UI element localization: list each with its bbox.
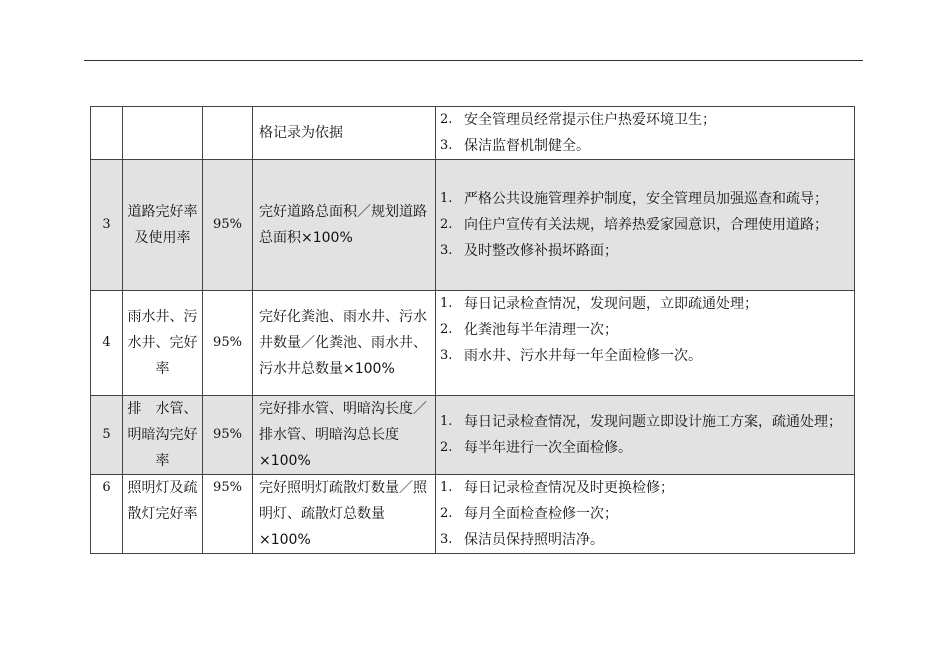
measure-item: 1. 每日记录检查情况及时更换检修； (440, 480, 674, 496)
item-name: 雨水井、污水井、完好率 (123, 291, 203, 396)
measures (436, 107, 855, 160)
measure-item: 1. 每日记录检查情况，发现问题，立即疏通处理； (440, 296, 758, 312)
target-rate: 95% (203, 396, 253, 475)
table-row (91, 396, 855, 475)
measure-item: 1. 每日记录检查情况，发现问题立即设计施工方案，疏通处理； (440, 414, 842, 430)
item-name: 排 水管、明暗沟完好率 (123, 396, 203, 475)
measures (436, 396, 855, 475)
measure-item: 2. 安全管理员经常提示住户热爱环境卫生； (440, 112, 716, 128)
formula: 完好照明灯疏散灯数量／照明灯、疏散灯总数量×100% (253, 475, 436, 554)
measure-item: 3. 雨水井、污水井每一年全面检修一次。 (440, 348, 702, 364)
formula: 格记录为依据 (253, 107, 436, 160)
measures (436, 475, 855, 554)
target-rate: 95% (203, 291, 253, 396)
item-name: 照明灯及疏散灯完好率 (123, 475, 203, 554)
measures (436, 291, 855, 396)
standards-table (90, 106, 855, 554)
measure-item: 2. 每半年进行一次全面检修。 (440, 440, 632, 456)
measure-item: 2. 向住户宣传有关法规，培养热爱家园意识，合理使用道路； (440, 217, 828, 233)
item-name: 道路完好率及使用率 (123, 160, 203, 291)
row-number (91, 107, 123, 160)
measure-item: 3. 及时整改修补损坏路面； (440, 243, 618, 259)
row-number: 4 (91, 291, 123, 396)
measure-item: 2. 每月全面检查检修一次； (440, 506, 618, 522)
row-number: 3 (91, 160, 123, 291)
row-number: 5 (91, 396, 123, 475)
formula: 完好排水管、明暗沟长度／排水管、明暗沟总长度×100% (253, 396, 436, 475)
measures (436, 160, 855, 291)
measure-item: 2. 化粪池每半年清理一次； (440, 322, 618, 338)
table-row (91, 291, 855, 396)
measure-item: 3. 保洁员保持照明洁净。 (440, 532, 604, 548)
row-number: 6 (91, 475, 123, 554)
table-row (91, 107, 855, 160)
target-rate: 95% (203, 475, 253, 554)
formula: 完好道路总面积／规划道路总面积×100% (253, 160, 436, 291)
item-name (123, 107, 203, 160)
measure-item: 3. 保洁监督机制健全。 (440, 138, 590, 154)
table-row (91, 475, 855, 554)
target-rate (203, 107, 253, 160)
target-rate: 95% (203, 160, 253, 291)
table-row (91, 160, 855, 291)
measure-item: 1. 严格公共设施管理养护制度，安全管理员加强巡查和疏导； (440, 191, 828, 207)
formula: 完好化粪池、雨水井、污水井数量／化粪池、雨水井、污水井总数量×100% (253, 291, 436, 396)
header-rule (84, 60, 863, 61)
